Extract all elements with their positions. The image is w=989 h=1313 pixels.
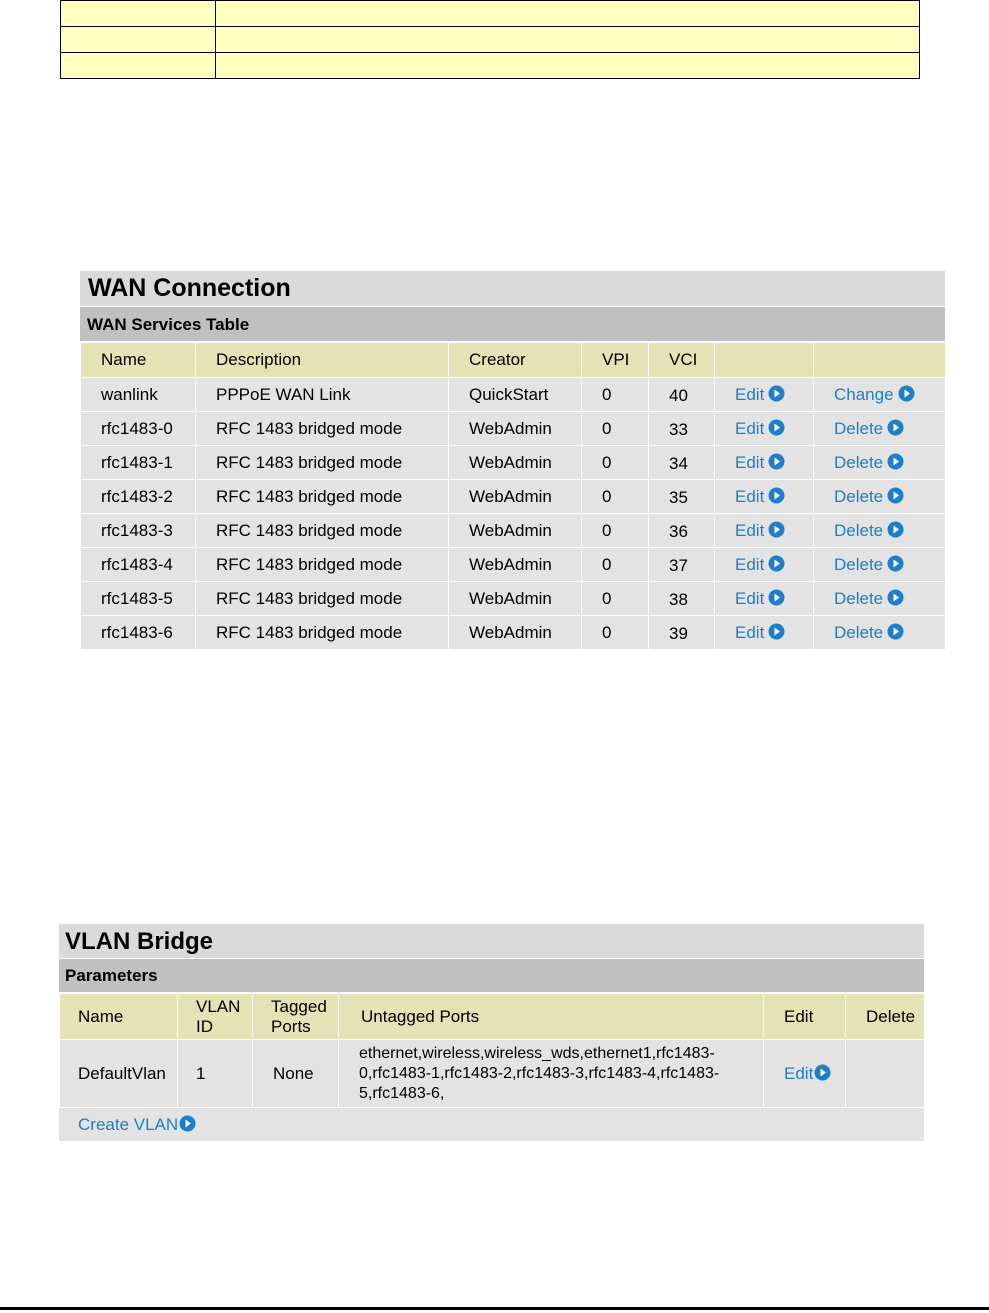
edit-link[interactable]: Edit bbox=[735, 589, 785, 608]
service-vpi: 0 bbox=[582, 548, 649, 582]
column-header-tagged-ports: Tagged Ports bbox=[253, 994, 339, 1040]
service-name: rfc1483-0 bbox=[81, 412, 196, 446]
column-header-delete: Delete bbox=[846, 994, 925, 1040]
edit-link[interactable]: Edit bbox=[735, 555, 785, 574]
wan-panel-title: WAN Connection bbox=[80, 271, 945, 307]
service-name: rfc1483-4 bbox=[81, 548, 196, 582]
delete-link[interactable]: Delete bbox=[834, 623, 904, 642]
top-cell bbox=[61, 53, 216, 79]
service-description: RFC 1483 bridged mode bbox=[196, 412, 449, 446]
service-creator: WebAdmin bbox=[449, 514, 582, 548]
bottom-divider bbox=[0, 1307, 989, 1310]
vlan-table-header bbox=[60, 994, 925, 1040]
vlan-id: 1 bbox=[178, 1040, 253, 1108]
arrow-circle-icon bbox=[887, 521, 904, 538]
table-row bbox=[81, 514, 946, 548]
arrow-circle-icon bbox=[814, 1064, 831, 1081]
arrow-circle-icon bbox=[887, 555, 904, 572]
arrow-circle-icon bbox=[887, 419, 904, 436]
column-header-edit: Edit bbox=[764, 994, 846, 1040]
edit-link[interactable]: Edit bbox=[735, 623, 785, 642]
vlan-parameters-heading: Parameters bbox=[59, 959, 924, 993]
edit-cell bbox=[715, 548, 814, 582]
column-header-vci: VCI bbox=[649, 343, 715, 378]
column-header-creator: Creator bbox=[449, 343, 582, 378]
service-vpi: 0 bbox=[582, 616, 649, 650]
table-row bbox=[81, 446, 946, 480]
column-header-vpi: VPI bbox=[582, 343, 649, 378]
top-yellow-table bbox=[60, 0, 920, 79]
service-vci: 35 bbox=[649, 480, 715, 514]
service-name: wanlink bbox=[81, 378, 196, 412]
vlan-tagged-ports: None bbox=[253, 1040, 339, 1108]
edit-link[interactable]: Edit bbox=[735, 419, 785, 438]
arrow-circle-icon bbox=[768, 385, 785, 402]
create-vlan-row bbox=[59, 1108, 924, 1141]
service-vci: 34 bbox=[649, 446, 715, 480]
table-row bbox=[81, 378, 946, 412]
service-vpi: 0 bbox=[582, 412, 649, 446]
arrow-circle-icon bbox=[768, 555, 785, 572]
edit-link[interactable]: Edit bbox=[735, 385, 785, 404]
wan-services-table-heading: WAN Services Table bbox=[80, 307, 945, 342]
edit-link[interactable]: Edit bbox=[735, 487, 785, 506]
vlan-table bbox=[59, 993, 925, 1108]
delete-link[interactable]: Delete bbox=[834, 487, 904, 506]
edit-cell bbox=[715, 378, 814, 412]
service-vci: 40 bbox=[649, 378, 715, 412]
change-link[interactable]: Change bbox=[834, 385, 915, 404]
edit-link[interactable]: Edit bbox=[735, 521, 785, 540]
action-cell bbox=[814, 548, 946, 582]
delete-link[interactable]: Delete bbox=[834, 453, 904, 472]
service-name: rfc1483-2 bbox=[81, 480, 196, 514]
top-cell bbox=[216, 53, 920, 79]
service-creator: WebAdmin bbox=[449, 616, 582, 650]
arrow-circle-icon bbox=[179, 1115, 196, 1132]
arrow-circle-icon bbox=[768, 487, 785, 504]
action-cell bbox=[814, 514, 946, 548]
arrow-circle-icon bbox=[768, 589, 785, 606]
top-cell bbox=[61, 1, 216, 27]
service-vci: 33 bbox=[649, 412, 715, 446]
service-vci: 39 bbox=[649, 616, 715, 650]
arrow-circle-icon bbox=[768, 521, 785, 538]
action-cell bbox=[814, 378, 946, 412]
column-header-edit bbox=[715, 343, 814, 378]
wan-table-header bbox=[81, 343, 946, 378]
top-cell bbox=[216, 27, 920, 53]
arrow-circle-icon bbox=[768, 623, 785, 640]
vlan-edit-link[interactable]: Edit bbox=[784, 1064, 831, 1083]
service-vpi: 0 bbox=[582, 446, 649, 480]
edit-cell bbox=[715, 616, 814, 650]
edit-cell bbox=[715, 446, 814, 480]
table-row bbox=[81, 548, 946, 582]
arrow-circle-icon bbox=[898, 385, 915, 402]
action-cell bbox=[814, 446, 946, 480]
arrow-circle-icon bbox=[887, 589, 904, 606]
edit-cell bbox=[715, 582, 814, 616]
service-vci: 36 bbox=[649, 514, 715, 548]
service-creator: WebAdmin bbox=[449, 446, 582, 480]
service-vci: 37 bbox=[649, 548, 715, 582]
service-creator: QuickStart bbox=[449, 378, 582, 412]
service-vpi: 0 bbox=[582, 514, 649, 548]
edit-cell bbox=[715, 514, 814, 548]
table-row bbox=[81, 582, 946, 616]
service-name: rfc1483-1 bbox=[81, 446, 196, 480]
service-name: rfc1483-6 bbox=[81, 616, 196, 650]
delete-link[interactable]: Delete bbox=[834, 521, 904, 540]
service-creator: WebAdmin bbox=[449, 412, 582, 446]
vlan-name: DefaultVlan bbox=[60, 1040, 178, 1108]
table-row bbox=[60, 1040, 925, 1108]
service-description: PPPoE WAN Link bbox=[196, 378, 449, 412]
service-description: RFC 1483 bridged mode bbox=[196, 582, 449, 616]
edit-link[interactable]: Edit bbox=[735, 453, 785, 472]
service-name: rfc1483-3 bbox=[81, 514, 196, 548]
create-vlan-link[interactable]: Create VLAN bbox=[78, 1115, 196, 1134]
table-row bbox=[81, 480, 946, 514]
vlan-panel-title: VLAN Bridge bbox=[59, 924, 924, 959]
service-vpi: 0 bbox=[582, 582, 649, 616]
service-creator: WebAdmin bbox=[449, 480, 582, 514]
edit-cell bbox=[715, 480, 814, 514]
service-description: RFC 1483 bridged mode bbox=[196, 548, 449, 582]
service-description: RFC 1483 bridged mode bbox=[196, 616, 449, 650]
edit-cell bbox=[715, 412, 814, 446]
service-description: RFC 1483 bridged mode bbox=[196, 514, 449, 548]
action-cell bbox=[814, 582, 946, 616]
delete-link[interactable]: Delete bbox=[834, 419, 904, 438]
column-header-name: Name bbox=[81, 343, 196, 378]
arrow-circle-icon bbox=[887, 487, 904, 504]
arrow-circle-icon bbox=[768, 453, 785, 470]
action-cell bbox=[814, 616, 946, 650]
delete-link[interactable]: Delete bbox=[834, 589, 904, 608]
service-description: RFC 1483 bridged mode bbox=[196, 480, 449, 514]
action-cell bbox=[814, 412, 946, 446]
service-name: rfc1483-5 bbox=[81, 582, 196, 616]
vlan-untagged-ports: ethernet,wireless,wireless_wds,ethernet1,rfc1483- 0,rfc1483-1,rfc1483-2,rfc1483-3,rfc1483-4,rfc1483- 5,rfc1483-6, bbox=[339, 1040, 764, 1108]
service-vci: 38 bbox=[649, 582, 715, 616]
action-cell bbox=[814, 480, 946, 514]
column-header-untagged-ports: Untagged Ports bbox=[339, 994, 764, 1040]
table-row bbox=[81, 412, 946, 446]
service-creator: WebAdmin bbox=[449, 548, 582, 582]
arrow-circle-icon bbox=[887, 453, 904, 470]
service-creator: WebAdmin bbox=[449, 582, 582, 616]
column-header-vlan-id: VLAN ID bbox=[178, 994, 253, 1040]
vlan-delete-cell bbox=[846, 1040, 925, 1108]
arrow-circle-icon bbox=[887, 623, 904, 640]
top-cell bbox=[61, 27, 216, 53]
table-row bbox=[81, 616, 946, 650]
top-cell bbox=[216, 1, 920, 27]
wan-connection-panel bbox=[80, 271, 945, 650]
vlan-bridge-panel bbox=[59, 924, 924, 1141]
service-vpi: 0 bbox=[582, 378, 649, 412]
column-header-action bbox=[814, 343, 946, 378]
service-vpi: 0 bbox=[582, 480, 649, 514]
vlan-edit-cell bbox=[764, 1040, 846, 1108]
wan-services-table bbox=[80, 342, 946, 650]
service-description: RFC 1483 bridged mode bbox=[196, 446, 449, 480]
delete-link[interactable]: Delete bbox=[834, 555, 904, 574]
column-header-description: Description bbox=[196, 343, 449, 378]
arrow-circle-icon bbox=[768, 419, 785, 436]
column-header-name: Name bbox=[60, 994, 178, 1040]
